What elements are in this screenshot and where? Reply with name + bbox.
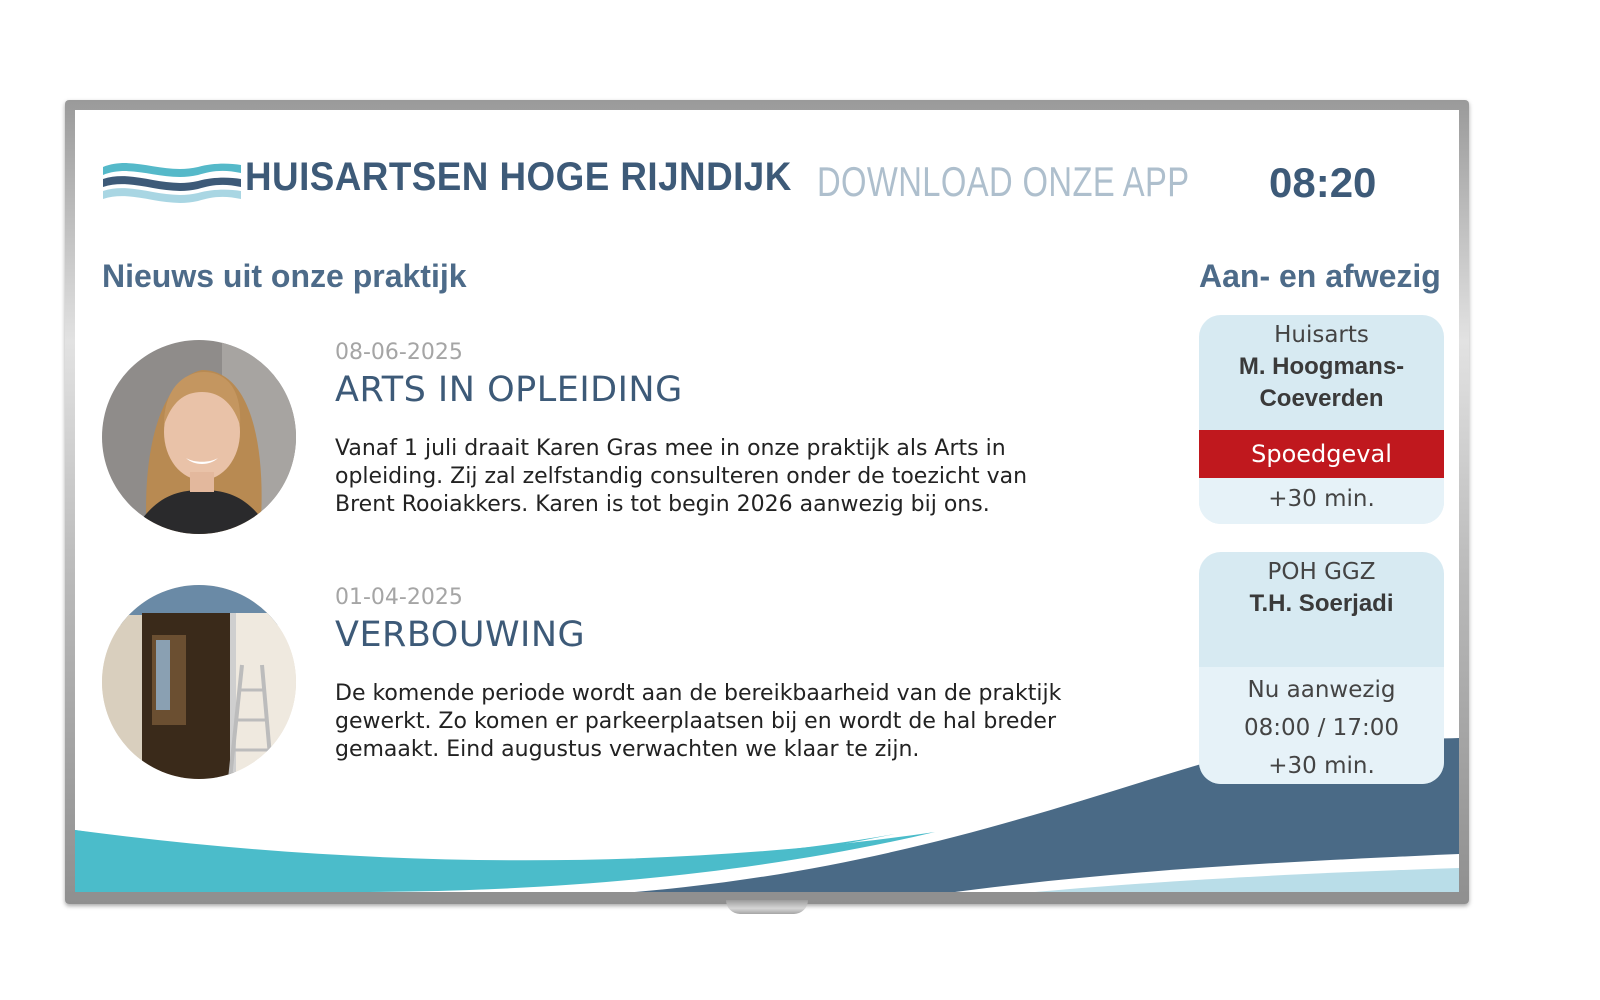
delay-text: +30 min. xyxy=(1268,753,1375,779)
news-item xyxy=(102,340,1102,540)
presence-name: T.H. Soerjadi xyxy=(1249,590,1394,617)
delay-text: +30 min. xyxy=(1199,478,1444,524)
tv-stand xyxy=(726,900,808,914)
presence-card-huisarts xyxy=(1199,315,1444,524)
display-screen xyxy=(75,110,1459,892)
news-photo-renovation xyxy=(102,585,296,779)
news-photo-portrait xyxy=(102,340,296,534)
presence-status: Nu aanwezig xyxy=(1247,677,1396,703)
presence-name: Coeverden xyxy=(1259,385,1384,412)
news-heading: Nieuws uit onze praktijk xyxy=(102,258,467,294)
news-item xyxy=(102,585,1102,785)
news-body: De komende periode wordt aan de bereikbaarheid van de praktijk gewerkt. Zo komen er parkeerplaatsen bij en wordt de hal breder gemaakt. Eind augustus verwachten we klaar te zijn. xyxy=(335,681,1062,762)
news-date: 01-04-2025 xyxy=(335,585,463,610)
presence-name: M. Hoogmans- xyxy=(1238,353,1405,380)
news-title: VERBOUWING xyxy=(335,615,586,655)
emergency-status-bar: Spoedgeval xyxy=(1199,430,1444,478)
news-title: ARTS IN OPLEIDING xyxy=(335,370,683,410)
presence-card-poh-ggz xyxy=(1199,552,1444,784)
presence-hours: 08:00 / 17:00 xyxy=(1244,715,1399,741)
presence-role: POH GGZ xyxy=(1267,559,1376,585)
logo-waves-icon xyxy=(103,157,241,209)
brand-title: HUISARTSEN HOGE RIJNDIJK xyxy=(245,155,792,199)
tv-frame xyxy=(65,100,1469,904)
news-body: Vanaf 1 juli draait Karen Gras mee in onze praktijk als Arts in opleiding. Zij zal zelfstandig consulteren onder de toezicht van Brent Rooiakkers. Karen is tot begin 2026 aanwezig bij ons. xyxy=(335,436,1028,517)
presence-details xyxy=(1199,667,1444,784)
clock: 08:20 xyxy=(1269,159,1377,206)
presence-role: Huisarts xyxy=(1274,322,1369,348)
news-date: 08-06-2025 xyxy=(335,340,463,365)
presence-heading: Aan- en afwezig xyxy=(1199,258,1441,294)
download-app-banner: DOWNLOAD ONZE APP xyxy=(817,158,1190,205)
